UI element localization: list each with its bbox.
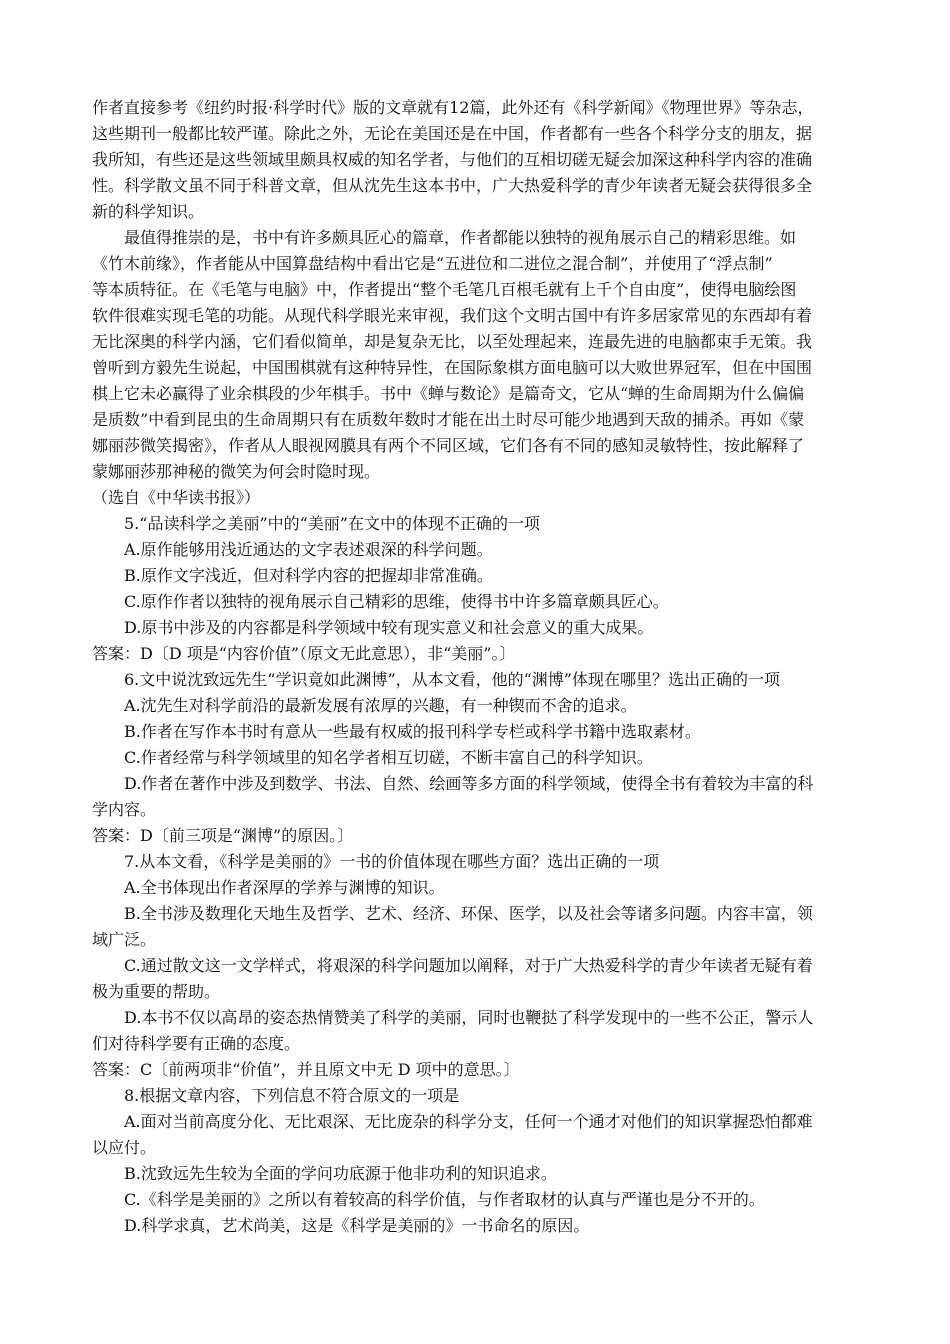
text-line: 我所知，有些还是这些领域里颇具权威的知名学者，与他们的互相切磋无疑会加深这种科学内容的准确	[92, 150, 813, 169]
question-stem: 6.文中说沈致远先生“学识竟如此渊博”，从本文看，他的“渊博”体现在哪里？选出正确的一项	[124, 670, 780, 689]
option-d-cont: 学内容。	[92, 800, 157, 819]
question-stem: 7.从本文看，《科学是美丽的》一书的价值体现在哪些方面？选出正确的一项	[124, 852, 660, 871]
option-c: C.通过散文这一文学样式，将艰深的科学问题加以阐释，对于广大热爱科学的青少年读者无疑有着	[124, 956, 813, 975]
option-d: D.科学求真，艺术尚美，这是《科学是美丽的》一书命名的原因。	[124, 1216, 590, 1235]
text-line: 棋上它未必赢得了业余棋段的少年棋手。书中《蝉与数论》是篇奇文，它从“蝉的生命周期为什么偏偏	[92, 384, 805, 403]
text-line: 等本质特征。在《毛笔与电脑》中，作者提出“整个毛笔几百根毛就有上千个自由度”，使得电脑绘图	[92, 280, 797, 299]
option-b: B.全书涉及数理化天地生及哲学、艺术、经济、环保、医学，以及社会等诸多问题。内容丰富，领	[124, 904, 813, 923]
option-c-cont: 极为重要的帮助。	[92, 982, 221, 1001]
option-a: A.全书体现出作者深厚的学养与渊博的知识。	[124, 878, 445, 897]
question-7	[92, 849, 862, 1083]
question-6	[92, 667, 862, 849]
source-note: （选自《中华读书报》）	[92, 488, 261, 507]
question-stem: 8.根据文章内容，下列信息不符合原文的一项是	[124, 1086, 460, 1105]
text-line: 最值得推崇的是，书中有许多颇具匠心的篇章，作者都能以独特的视角展示自己的精彩思维。如	[124, 228, 797, 247]
text-line: 曾听到方毅先生说起，中国围棋就有这种特异性，在国际象棋方面电脑可以大败世界冠军，但在中国围	[92, 358, 813, 377]
question-8	[92, 1083, 862, 1239]
option-d: D.作者在著作中涉及到数学、书法、自然、绘画等多方面的科学领域，使得全书有着较为丰富的科	[124, 774, 814, 793]
document-page	[92, 95, 862, 1239]
text-line: 作者直接参考《纽约时报·科学时代》版的文章就有12篇，此外还有《科学新闻》《物理世界》等杂志，	[92, 98, 814, 117]
text-line: 无比深奥的科学内涵，它们看似简单，却是复杂无比，以至处理起来，连最先进的电脑都束手无策。我	[92, 332, 813, 351]
paragraph-1	[92, 95, 862, 225]
text-line: 蒙娜丽莎那神秘的微笑为何会时隐时现。	[92, 462, 381, 481]
option-b: B.原作文字浅近，但对科学内容的把握却非常准确。	[124, 566, 493, 585]
option-d: D.原书中涉及的内容都是科学领域中较有现实意义和社会意义的重大成果。	[124, 618, 654, 637]
text-line: 软件很难实现毛笔的功能。从现代科学眼光来审视，我们这个文明古国中有许多居家常见的东西却有着	[92, 306, 813, 325]
option-a: A.原作能够用浅近通达的文字表述艰深的科学问题。	[124, 540, 493, 559]
text-line: 娜丽莎微笑揭密》，作者从人眼视网膜具有两个不同区域，它们各有不同的感知灵敏特性，按此解释了	[92, 436, 805, 455]
text-line: 新的科学知识。	[92, 202, 205, 221]
answer-line: 答案：D〔D 项是“内容价值”（原文无此意思），非“美丽”。〕	[92, 644, 516, 663]
text-line: 是质数”中看到昆虫的生命周期只有在质数年数时才能在出土时尽可能少地遇到天敌的捕杀。再如《蒙	[92, 410, 805, 429]
answer-line: 答案：D〔前三项是“渊博”的原因。〕	[92, 826, 354, 845]
option-d: D.本书不仅以高昂的姿态热情赞美了科学的美丽，同时也鞭挞了科学发现中的一些不公正，警示人	[124, 1008, 814, 1027]
option-b: B.作者在写作本书时有意从一些最有权威的报刊科学专栏或科学书籍中选取素材。	[124, 722, 701, 741]
question-5	[92, 511, 862, 667]
option-c: C.作者经常与科学领域里的知名学者相互切磋，不断丰富自己的科学知识。	[124, 748, 653, 767]
text-line: 性。科学散文虽不同于科普文章，但从沈先生这本书中，广大热爱科学的青少年读者无疑会获得很多全	[92, 176, 813, 195]
text-line: 这些期刊一般都比较严谨。除此之外，无论在美国还是在中国，作者都有一些各个科学分支的朋友，据	[92, 124, 813, 143]
option-a: A.面对当前高度分化、无比艰深、无比庞杂的科学分支，任何一个通才对他们的知识掌握恐怕都难	[124, 1112, 813, 1131]
option-b-cont: 域广泛。	[92, 930, 157, 949]
question-stem: 5.“品读科学之美丽”中的“美丽”在文中的体现不正确的一项	[124, 514, 540, 533]
option-b: B.沈致远先生较为全面的学问功底源于他非功利的知识追求。	[124, 1164, 557, 1183]
option-c: C.原作作者以独特的视角展示自己精彩的思维，使得书中许多篇章颇具匠心。	[124, 592, 669, 611]
option-c: C.《科学是美丽的》之所以有着较高的科学价值，与作者取材的认真与严谨也是分不开的。	[124, 1190, 765, 1209]
answer-line: 答案：C〔前两项非“价值”，并且原文中无 D 项中的意思。〕	[92, 1060, 520, 1079]
option-d-cont: 们对待科学要有正确的态度。	[92, 1034, 301, 1053]
text-line: 《竹木前缘》，作者能从中国算盘结构中看出它是“五进位和二进位之混合制”，并使用了“浮点制”	[92, 254, 773, 273]
paragraph-2	[92, 225, 862, 485]
option-a-cont: 以应付。	[92, 1138, 157, 1157]
option-a: A.沈先生对科学前沿的最新发展有浓厚的兴趣，有一种锲而不舍的追求。	[124, 696, 637, 715]
